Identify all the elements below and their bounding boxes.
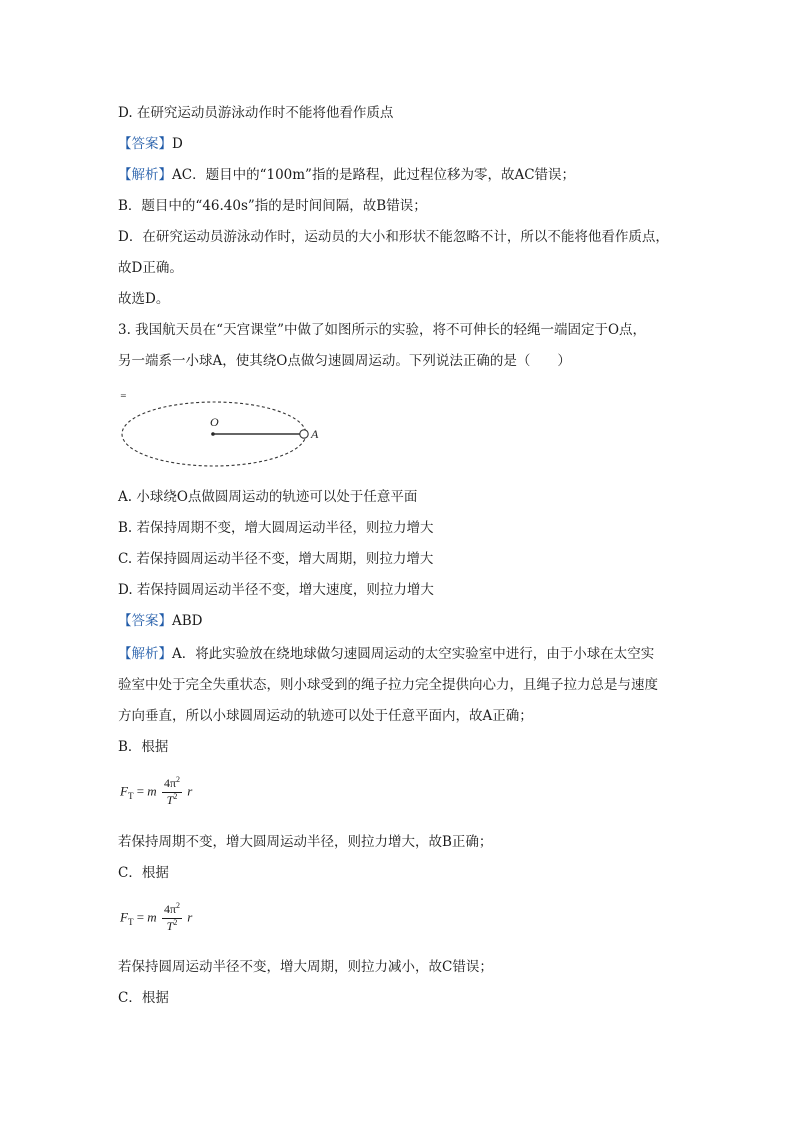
analysis-2-line-3: 方向垂直，所以小球圆周运动的轨迹可以处于任意平面内，故A正确； bbox=[118, 708, 533, 724]
analysis-2-line-1: 【解析】A．将此实验放在绕地球做匀速圆周运动的太空实验室中进行，由于小球在太空实 bbox=[118, 646, 655, 662]
answer-line-2: 【答案】ABD bbox=[118, 613, 203, 629]
answer-label: 【答案】 bbox=[118, 136, 172, 152]
option-a: A. 小球绕O点做圆周运动的轨迹可以处于任意平面 bbox=[118, 489, 418, 505]
option-b: B. 若保持周期不变，增大圆周运动半径，则拉力增大 bbox=[118, 520, 434, 536]
analysis-label: 【解析】 bbox=[118, 646, 172, 662]
label-o: O bbox=[210, 415, 219, 429]
formula-2: $F_T = m$ $\frac{4\pi^2}{T^2}$ r bbox=[120, 901, 193, 933]
analysis-2-line-2: 验室中处于完全失重状态，则小球受到的绳子拉力完全提供向心力，且绳子拉力总是与速度 bbox=[118, 677, 658, 693]
formula-1: $F_T = m$ $\frac{4\pi^2}{T^2}$ r bbox=[120, 775, 193, 807]
c-basis-line-2: C．根据 bbox=[118, 990, 169, 1006]
option-c: C. 若保持圆周运动半径不变，增大周期，则拉力增大 bbox=[118, 551, 434, 567]
circular-motion-diagram bbox=[114, 388, 324, 474]
b-basis-line: B．根据 bbox=[118, 739, 169, 755]
analysis-label: 【解析】 bbox=[118, 167, 172, 183]
analysis-line-1: 【解析】AC．题目中的“100m”指的是路程，此过程位移为零，故AC错误； bbox=[118, 167, 576, 183]
conclusion-line: 故选D。 bbox=[118, 291, 170, 307]
analysis-line-3: D．在研究运动员游泳动作时，运动员的大小和形状不能忽略不计，所以不能将他看作质点， bbox=[118, 229, 669, 245]
label-a: A bbox=[311, 427, 319, 441]
answer-label: 【答案】 bbox=[118, 613, 172, 629]
ball-a bbox=[300, 430, 308, 438]
analysis-line-4: 故D正确。 bbox=[118, 260, 183, 276]
question-3-line-2: 另一端系一小球A，使其绕O点做匀速圆周运动。下列说法正确的是（ ） bbox=[118, 353, 571, 369]
fraction: $\frac{4\pi^2}{T^2}$ bbox=[163, 901, 180, 933]
question-3-line-1: 3. 我国航天员在“天宫课堂”中做了如图所示的实验，将不可伸长的轻绳一端固定于O点， bbox=[118, 322, 647, 338]
c-basis-line: C．根据 bbox=[118, 865, 169, 881]
analysis-line-2: B．题目中的“46.40s”指的是时间间隔，故B错误； bbox=[118, 198, 427, 214]
c-conclusion-line: 若保持圆周运动半径不变，增大周期，则拉力减小，故C错误； bbox=[118, 959, 493, 975]
corner-mark: = bbox=[120, 391, 127, 400]
b-conclusion-line: 若保持周期不变，增大圆周运动半径，则拉力增大，故B正确； bbox=[118, 834, 493, 850]
fraction: $\frac{4\pi^2}{T^2}$ bbox=[163, 775, 180, 807]
answer-line-1: 【答案】D bbox=[118, 136, 183, 152]
option-d: D. 若保持圆周运动半径不变，增大速度，则拉力增大 bbox=[118, 582, 434, 598]
option-d-text-prev: D. 在研究运动员游泳动作时不能将他看作质点 bbox=[118, 105, 394, 121]
